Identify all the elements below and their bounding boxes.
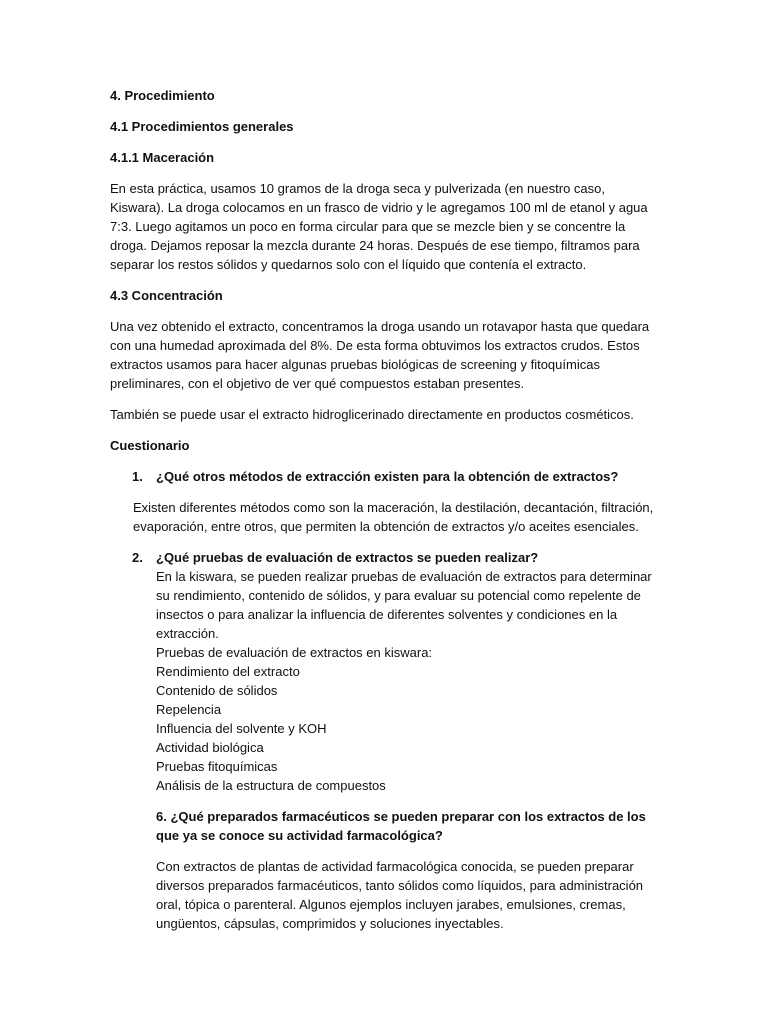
paragraph-concentracion: Una vez obtenido el extracto, concentramos la droga usando un rotavapor hasta que quedara con una humedad aproximada del 8%. De esta forma obtuvimos los extractos crudos. Estos extractos usamos para hacer algunas pruebas biológicas de screening y fitoquímicas preliminares, con el objetivo de ver qué compuestos estaban presentes. [110, 319, 650, 391]
answer-1: Existen diferentes métodos como son la maceración, la destilación, decantación, filtración, evaporación, entre otros, que permiten la obtención de extractos y/o aceites esenciales. [133, 500, 654, 534]
question-1-text: ¿Qué otros métodos de extracción existen para la obtención de extractos? [156, 469, 619, 484]
answer-2 [110, 567, 660, 795]
answer-2-paragraph: En la kiswara, se pueden realizar pruebas de evaluación de extractos para determinar su rendimiento, contenido de sólidos, y para evaluar su potencial como repelente de insectos o para analizar la influencia de diferentes solventes y condiciones en la extracción. [156, 569, 652, 641]
list-item: Influencia del solvente y KOH [156, 721, 327, 736]
list-item: Contenido de sólidos [156, 683, 278, 698]
paragraph-hidroglicerinado: También se puede usar el extracto hidroglicerinado directamente en productos cosméticos. [110, 407, 634, 422]
question-6-text: 6. ¿Qué preparados farmacéuticos se pueden preparar con los extractos de los que ya se conoce su actividad farmacológica? [156, 809, 646, 843]
list-item: Análisis de la estructura de compuestos [156, 778, 386, 793]
heading-concentracion: 4.3 Concentración [110, 288, 223, 303]
list-item: Rendimiento del extracto [156, 664, 300, 679]
question-2-number: 2. [132, 550, 143, 565]
heading-procedimiento: 4. Procedimiento [110, 88, 215, 103]
document-body [110, 86, 660, 933]
heading-cuestionario: Cuestionario [110, 438, 190, 453]
question-1 [110, 467, 660, 486]
answer-2-list-intro: Pruebas de evaluación de extractos en kiswara: [156, 645, 433, 660]
list-item: Pruebas fitoquímicas [156, 759, 278, 774]
paragraph-maceracion: En esta práctica, usamos 10 gramos de la droga seca y pulverizada (en nuestro caso, Kiswara). La droga colocamos en un frasco de vidrio y le agregamos 100 ml de etanol y agua 7:3. Luego agitamos un poco en forma circular para que se mezcle bien y se concentre la droga. Dejamos reposar la mezcla durante 24 horas. Después de ese tiempo, filtramos para separar los restos sólidos y quedarnos solo con el líquido que contenía el extracto. [110, 181, 648, 272]
question-2 [110, 548, 660, 567]
heading-maceracion: 4.1.1 Maceración [110, 150, 215, 165]
list-item: Actividad biológica [156, 740, 264, 755]
list-item: Repelencia [156, 702, 222, 717]
heading-procedimientos-generales: 4.1 Procedimientos generales [110, 119, 294, 134]
answer-6: Con extractos de plantas de actividad farmacológica conocida, se pueden preparar diversos preparados farmacéuticos, tanto sólidos como líquidos, para administración oral, tópica o parenteral. Algunos ejemplos incluyen jarabes, emulsiones, cremas, ungüentos, cápsulas, comprimidos y soluciones inyectables. [156, 859, 644, 931]
question-1-number: 1. [132, 469, 143, 484]
question-2-text: ¿Qué pruebas de evaluación de extractos se pueden realizar? [156, 550, 539, 565]
